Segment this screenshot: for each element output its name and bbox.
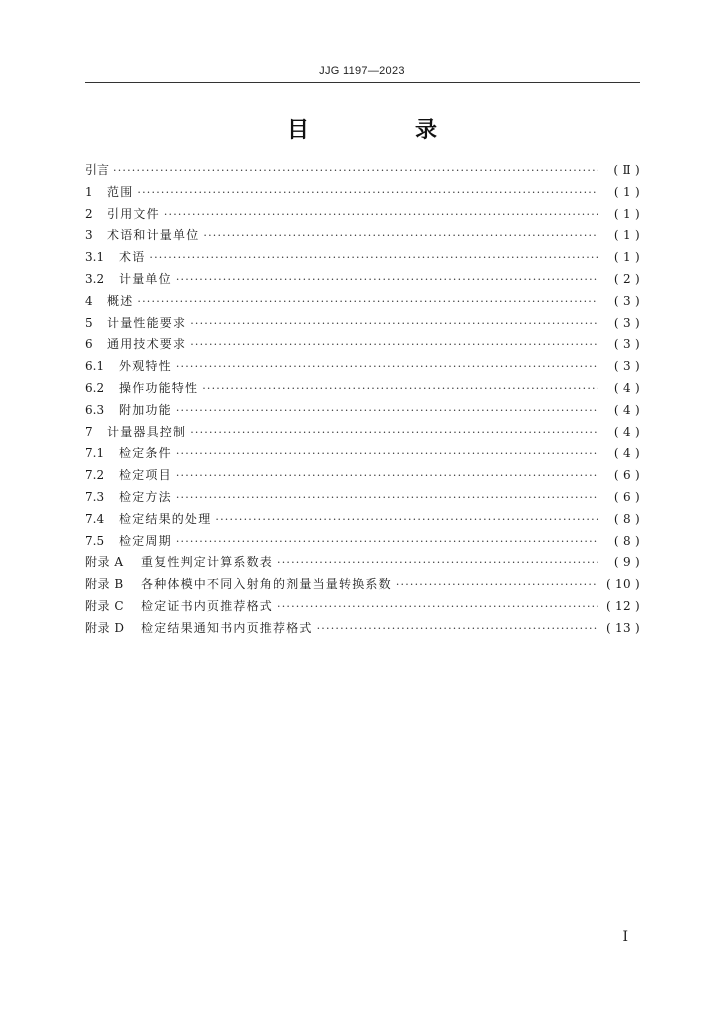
toc-entry-label: 各种体模中不同入射角的剂量当量转换系数 xyxy=(141,577,392,592)
toc-leader-dots xyxy=(277,556,598,569)
toc-entry-foreword[interactable] xyxy=(85,161,640,183)
toc-entry-label: 计量器具控制 xyxy=(107,424,187,439)
toc-entry-appendix-a[interactable] xyxy=(85,553,640,575)
toc-entry-3[interactable] xyxy=(85,226,640,248)
header-divider xyxy=(85,82,640,83)
toc-page-number: ( 1 ) xyxy=(613,206,640,221)
toc-leader-dots xyxy=(215,513,598,526)
toc-page-number: ( 4 ) xyxy=(613,380,640,395)
toc-leader-dots xyxy=(176,404,598,417)
page-folio: I xyxy=(622,929,628,945)
toc-page-number: ( 4 ) xyxy=(613,424,640,439)
toc-entry-5[interactable] xyxy=(85,314,640,336)
toc-page-number: ( 10 ) xyxy=(605,577,640,592)
toc-page-number: ( 9 ) xyxy=(613,555,640,570)
toc-entry-number: 附录 D xyxy=(85,620,125,635)
toc-page-number: ( 4 ) xyxy=(613,446,640,461)
toc-entry-6-1[interactable] xyxy=(85,357,640,379)
toc-entry-number: 3 xyxy=(85,228,93,243)
toc-leader-dots xyxy=(137,295,598,308)
toc-entry-number: 7.5 xyxy=(85,533,105,548)
toc-entry-7-4[interactable] xyxy=(85,510,640,532)
toc-page-number: ( 8 ) xyxy=(613,533,640,548)
toc-list xyxy=(85,161,640,641)
toc-entry-appendix-c[interactable] xyxy=(85,597,640,619)
toc-entry-number: 3.2 xyxy=(85,271,105,286)
toc-entry-number: 6.2 xyxy=(85,380,105,395)
toc-entry-label: 术语 xyxy=(119,250,146,265)
toc-page-number: ( 8 ) xyxy=(613,511,640,526)
toc-leader-dots xyxy=(317,622,598,635)
toc-entry-number: 附录 A xyxy=(85,555,124,570)
toc-entry-label: 附加功能 xyxy=(119,402,172,417)
toc-entry-label: 概述 xyxy=(107,293,134,308)
toc-entry-number: 7.3 xyxy=(85,489,105,504)
toc-leader-dots xyxy=(203,229,598,242)
toc-leader-dots xyxy=(176,469,598,482)
toc-page-number: ( 13 ) xyxy=(605,620,640,635)
toc-leader-dots xyxy=(277,600,598,613)
toc-page-number: ( 6 ) xyxy=(613,489,640,504)
toc-leader-dots xyxy=(176,535,598,548)
toc-entry-6-3[interactable] xyxy=(85,401,640,423)
toc-entry-number: 6 xyxy=(85,337,93,352)
toc-entry-3-1[interactable] xyxy=(85,248,640,270)
toc-entry-number: 附录 C xyxy=(85,598,124,613)
toc-entry-6[interactable] xyxy=(85,335,640,357)
toc-entry-label: 计量性能要求 xyxy=(107,315,187,330)
toc-entry-3-2[interactable] xyxy=(85,270,640,292)
toc-entry-label: 检定周期 xyxy=(119,533,172,548)
toc-entry-7-3[interactable] xyxy=(85,488,640,510)
toc-entry-7-2[interactable] xyxy=(85,466,640,488)
toc-entry-label: 范围 xyxy=(107,184,134,199)
toc-entry-label: 检定方法 xyxy=(119,489,172,504)
toc-leader-dots xyxy=(176,273,598,286)
toc-entry-appendix-b[interactable] xyxy=(85,575,640,597)
toc-leader-dots xyxy=(202,382,598,395)
toc-leader-dots xyxy=(164,208,598,221)
toc-entry-number: 2 xyxy=(85,206,93,221)
toc-entry-number: 7 xyxy=(85,424,93,439)
toc-page-number: ( 2 ) xyxy=(613,271,640,286)
toc-entry-number: 1 xyxy=(85,184,93,199)
toc-leader-dots xyxy=(137,186,598,199)
toc-entry-6-2[interactable] xyxy=(85,379,640,401)
toc-page-number: ( 3 ) xyxy=(613,337,640,352)
toc-page-number: ( 1 ) xyxy=(613,184,640,199)
toc-entry-appendix-d[interactable] xyxy=(85,619,640,641)
toc-page-number: ( 1 ) xyxy=(613,228,640,243)
toc-page-number: ( 12 ) xyxy=(605,598,640,613)
toc-entry-label: 引用文件 xyxy=(107,206,160,221)
toc-entry-number: 附录 B xyxy=(85,577,124,592)
toc-entry-7-5[interactable] xyxy=(85,532,640,554)
toc-entry-2[interactable] xyxy=(85,205,640,227)
toc-entry-label: 引言 xyxy=(85,163,110,177)
toc-entry-label: 计量单位 xyxy=(119,271,172,286)
toc-entry-label: 通用技术要求 xyxy=(107,337,187,352)
toc-entry-number: 3.1 xyxy=(85,250,105,265)
toc-entry-label: 检定结果通知书内页推荐格式 xyxy=(141,620,313,635)
toc-leader-dots xyxy=(113,164,598,177)
toc-entry-number: 7.2 xyxy=(85,468,105,483)
toc-entry-label: 外观特性 xyxy=(119,359,172,374)
toc-page-number: ( 4 ) xyxy=(613,402,640,417)
toc-entry-label: 术语和计量单位 xyxy=(107,228,200,243)
toc-entry-number: 7.4 xyxy=(85,511,105,526)
toc-page-number: ( Ⅱ ) xyxy=(613,163,640,177)
toc-entry-number: 6.1 xyxy=(85,359,105,374)
toc-leader-dots xyxy=(176,360,598,373)
toc-entry-label: 检定项目 xyxy=(119,468,172,483)
toc-entry-label: 检定结果的处理 xyxy=(119,511,212,526)
toc-page-number: ( 3 ) xyxy=(613,359,640,374)
toc-entry-4[interactable] xyxy=(85,292,640,314)
toc-entry-label: 检定条件 xyxy=(119,446,172,461)
toc-entry-label: 操作功能特性 xyxy=(119,380,199,395)
toc-page-number: ( 6 ) xyxy=(613,468,640,483)
toc-title: 目 录 xyxy=(286,118,479,143)
toc-entry-label: 重复性判定计算系数表 xyxy=(141,555,274,570)
toc-entry-1[interactable] xyxy=(85,183,640,205)
toc-page-number: ( 1 ) xyxy=(613,250,640,265)
toc-page-number: ( 3 ) xyxy=(613,315,640,330)
toc-leader-dots xyxy=(396,578,598,591)
toc-leader-dots xyxy=(149,251,598,264)
toc-entry-number: 5 xyxy=(85,315,93,330)
toc-entry-number: 4 xyxy=(85,293,93,308)
toc-leader-dots xyxy=(176,447,598,460)
toc-entry-label: 检定证书内页推荐格式 xyxy=(141,598,274,613)
standard-code: JJG 1197—2023 xyxy=(319,65,405,77)
toc-entry-number: 7.1 xyxy=(85,446,105,461)
toc-page-number: ( 3 ) xyxy=(613,293,640,308)
toc-entry-number: 6.3 xyxy=(85,402,105,417)
toc-entry-7-1[interactable] xyxy=(85,444,640,466)
toc-leader-dots xyxy=(190,426,598,439)
toc-leader-dots xyxy=(190,338,598,351)
toc-leader-dots xyxy=(190,317,598,330)
toc-leader-dots xyxy=(176,491,598,504)
toc-entry-7[interactable] xyxy=(85,423,640,445)
